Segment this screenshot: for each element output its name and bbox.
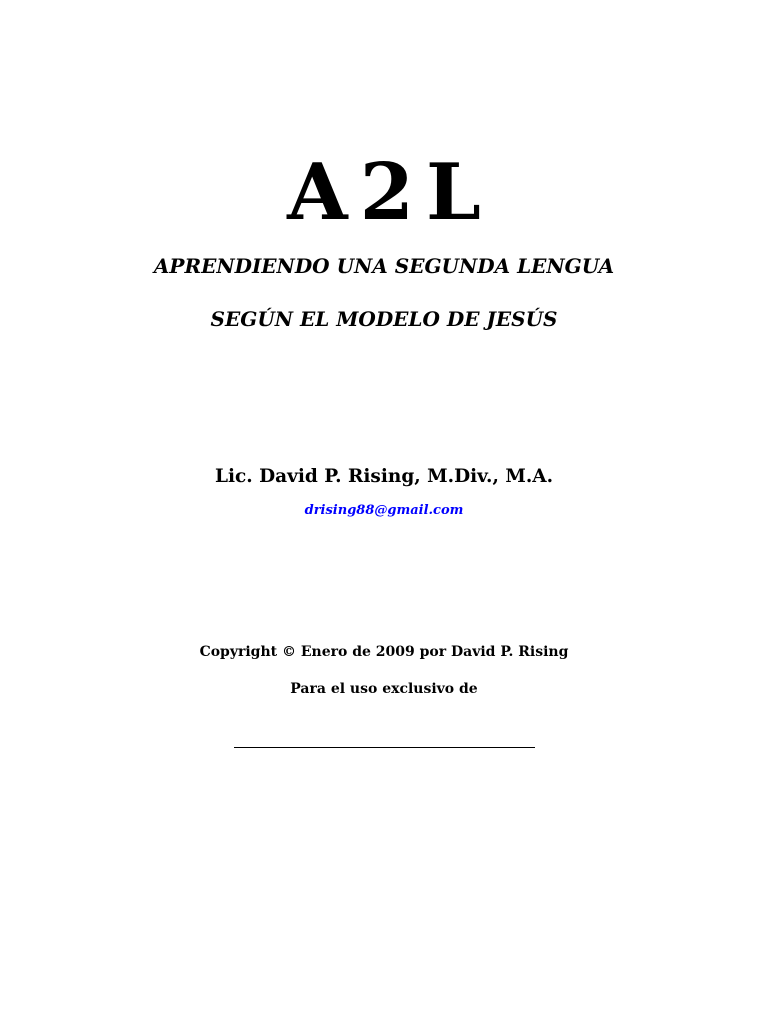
page-title: A2L (287, 147, 493, 238)
subtitle-line-2: SEGÚN EL MODELO DE JESÚS (210, 307, 558, 331)
copyright-notice: Copyright © Enero de 2009 por David P. Rising (199, 644, 569, 660)
subtitle-line-1: APRENDIENDO UNA SEGUNDA LENGUA (153, 254, 615, 278)
signature-line (234, 747, 535, 748)
email-link[interactable]: drising88@gmail.com (304, 503, 464, 518)
author-name: Lic. David P. Rising, M.Div., M.A. (214, 466, 554, 487)
exclusive-use-label: Para el uso exclusivo de (290, 681, 478, 697)
